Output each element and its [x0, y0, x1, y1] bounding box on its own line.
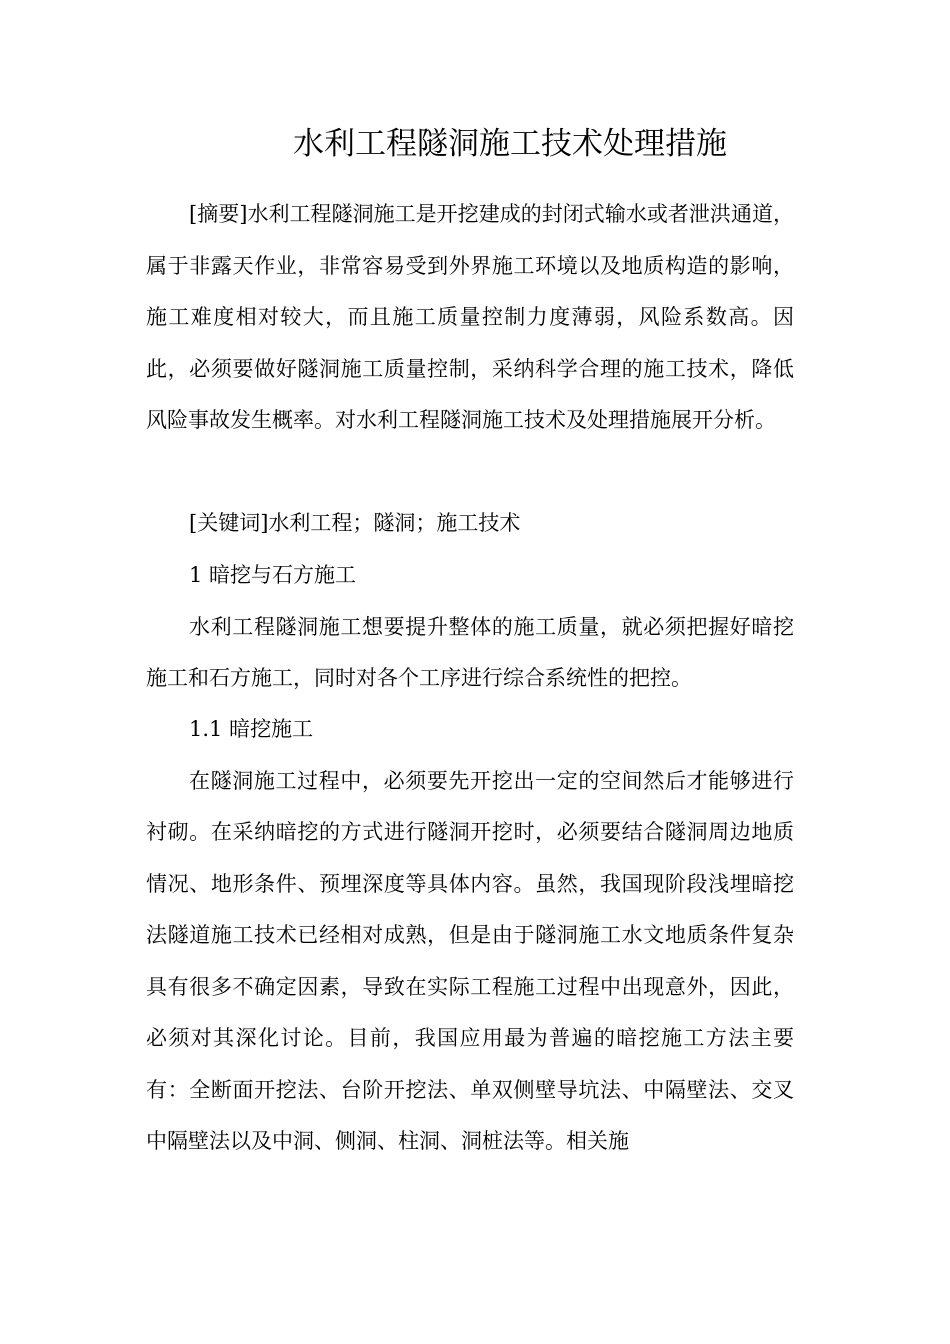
- section-1: [146, 550, 794, 705]
- section-1-paragraph: 水利工程隧洞施工想要提升整体的施工质量，就必须把握好暗挖施工和石方施工，同时对各个工序进行综合系统性的把控。: [146, 614, 794, 690]
- abstract-paragraph: [摘要]水利工程隧洞施工是开挖建成的封闭式输水或者泄洪通道，属于非露天作业，非常容易受到外界施工环境以及地质构造的影响，施工难度相对较大，而且施工质量控制力度薄弱，风险系数高。因此，必须要做好隧洞施工质量控制，采纳科学合理的施工技术，降低风险事故发生概率。对水利工程隧洞施工技术及处理措施展开分析。: [146, 202, 794, 432]
- keywords-line: [关键词]水利工程；隧洞；施工技术: [189, 511, 521, 535]
- section-1-1: [146, 704, 794, 1168]
- section-1-1-heading: 1.1 暗挖施工: [189, 717, 314, 741]
- document-title: 水利工程隧洞施工技术处理措施: [293, 126, 727, 162]
- keywords-block: [146, 498, 794, 550]
- abstract-block: [146, 189, 794, 447]
- section-1-1-paragraph: 在隧洞施工过程中，必须要先开挖出一定的空间然后才能够进行衬砌。在采纳暗挖的方式进行隧洞开挖时，必须要结合隧洞周边地质情况、地形条件、预埋深度等具体内容。虽然，我国现阶段浅埋暗挖法隧道施工技术已经相对成熟，但是由于隧洞施工水文地质条件复杂具有很多不确定因素，导致在实际工程施工过程中出现意外，因此，必须对其深化讨论。目前，我国应用最为普遍的暗挖施工方法主要有：全断面开挖法、台阶开挖法、单双侧壁导坑法、中隔壁法、交叉中隔壁法以及中洞、侧洞、柱洞、洞桩法等。相关施: [146, 768, 794, 1153]
- section-1-heading: 1 暗挖与石方施工: [189, 563, 357, 587]
